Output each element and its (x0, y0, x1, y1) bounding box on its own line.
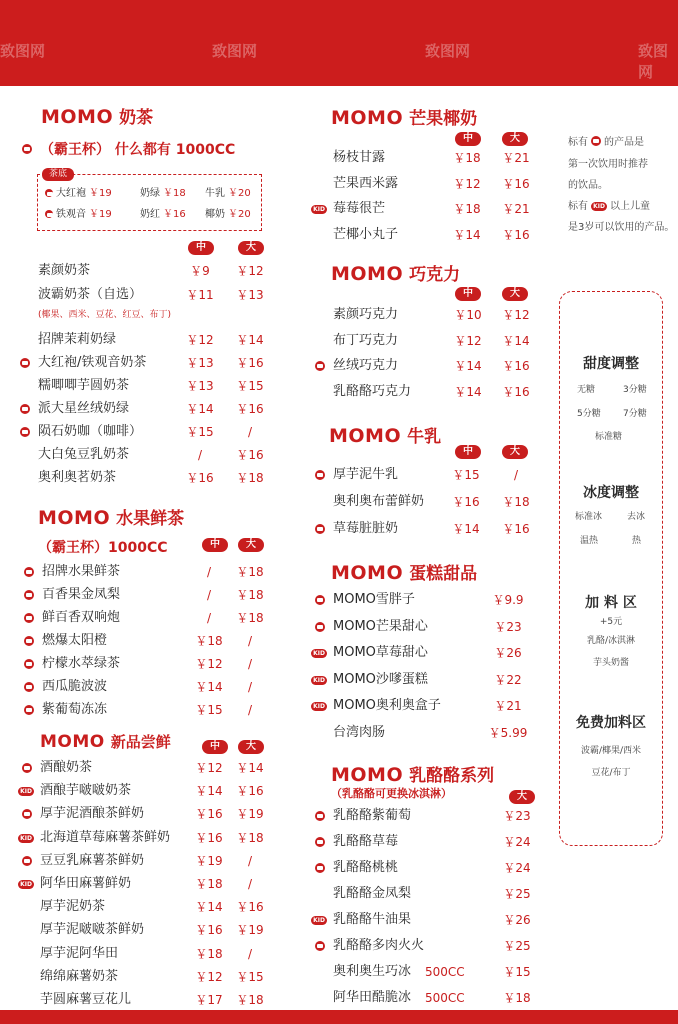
sweet-option: 7分糖 (623, 409, 647, 419)
item-name: 燃爆太阳橙 (42, 633, 108, 648)
item-price-large: / (247, 680, 253, 694)
item-price-medium: ￥12 (453, 176, 481, 191)
sweet-option: 5分糖 (577, 409, 601, 419)
item-price-large: / (247, 853, 253, 868)
item-name: 派大星丝绒奶绿 (38, 401, 130, 416)
tea-base-price: ￥19 (89, 209, 112, 220)
kid-icon: KID (311, 205, 327, 214)
menu-item (0, 961, 678, 983)
ice-option: 标准冰 (575, 512, 603, 522)
item-name: 奥利奥茗奶茶 (38, 470, 117, 485)
item-name: 奥利奥生巧冰 (333, 964, 412, 979)
item-name: 厚芋泥奶茶 (40, 899, 106, 915)
crown-icon (315, 837, 325, 847)
item-price-large: / (247, 657, 253, 671)
item-name: 丝绒巧克力 (333, 358, 399, 373)
item-name: 乳酪酪金凤梨 (333, 886, 412, 901)
item-name: 台湾肉肠 (333, 724, 386, 740)
ice-option: 热 (632, 536, 642, 546)
item-name: 大红袍/铁观音奶茶 (38, 355, 147, 370)
add-on-price: +5元 (599, 617, 623, 627)
customization-panel (559, 291, 663, 846)
crown-icon (20, 427, 30, 437)
item-name: 阿华田麻薯鲜奶 (40, 876, 132, 891)
item-price-large: / (513, 468, 519, 482)
tea-base-price: ￥20 (228, 188, 251, 199)
item-price-large: ￥14 (502, 333, 530, 348)
legend-line-3: 的饮品。 (568, 180, 608, 191)
item-price-large: ￥21 (502, 202, 530, 216)
sweetness-title: 甜度调整 (583, 356, 639, 372)
item-name: MOMO草莓甜心 (333, 645, 428, 660)
item-name: MOMO芒果甜心 (333, 618, 428, 634)
crown-icon (315, 622, 325, 632)
legend-line-1: 标有 的产品是 (568, 137, 644, 148)
item-price-large: / (247, 425, 253, 439)
item-price: ￥15 (503, 965, 531, 979)
section-title-desserts: MOMO 蛋糕甜品 (331, 562, 478, 584)
item-price-large: ￥18 (236, 565, 264, 579)
item-name: 素颜巧克力 (333, 307, 399, 322)
item-price-large: ￥16 (502, 176, 530, 191)
item-volume: 500CC (425, 965, 465, 979)
section-title-cheese: MOMO 乳酪酪系列 (331, 764, 495, 786)
ice-option: 去冰 (627, 512, 646, 522)
watermark: 致图网 (212, 42, 258, 60)
item-name: 酒酿芋啵啵奶茶 (40, 783, 132, 799)
item-price-medium: ￥14 (195, 784, 223, 799)
section-title-chocolate: MOMO 巧克力 (331, 263, 461, 285)
item-name: 招牌茉莉奶绿 (38, 332, 117, 347)
large-size-header: 大 (502, 445, 528, 459)
item-name: 奥利奥布蕾鲜奶 (333, 494, 425, 509)
item-price: ￥21 (494, 699, 522, 713)
item-name: 乳酪酪紫葡萄 (333, 808, 412, 823)
bottom-banner (0, 1010, 678, 1024)
menu-item (0, 935, 678, 957)
item-name: 绵绵麻薯奶茶 (40, 968, 119, 984)
item-price-medium: ￥16 (186, 471, 214, 485)
item-price-medium: ￥15 (195, 703, 223, 717)
tea-base-name: 奶绿 (140, 188, 160, 199)
item-price-large: ￥15 (236, 969, 264, 984)
milk-tea-subtitle: （霸王杯） 什么都有 1000CC (40, 142, 236, 158)
item-name: 柠檬水萃绿茶 (42, 656, 121, 671)
tea-base-name: 奶红 (140, 209, 160, 220)
free-add-item: 波霸/椰果/西米 (580, 746, 642, 756)
item-price-large: ￥16 (236, 784, 264, 799)
item-price-large: / (247, 877, 253, 891)
item-price-medium: ￥14 (452, 522, 480, 536)
item-price-medium: ￥12 (195, 761, 223, 775)
menu-item (0, 987, 678, 1009)
large-size-header: 大 (509, 790, 535, 804)
item-price: ￥24 (503, 861, 531, 875)
item-price-medium: ￥18 (195, 634, 223, 648)
kid-icon: KID (18, 834, 34, 843)
medium-size-header: 中 (455, 287, 481, 301)
item-price-medium: ￥15 (452, 468, 480, 482)
ice-title: 冰度调整 (583, 485, 639, 501)
item-price-medium: ￥13 (186, 379, 214, 393)
item-price: ￥18 (503, 991, 531, 1005)
large-size-header: 大 (502, 287, 528, 301)
item-name: 杨枝甘露 (333, 150, 386, 165)
crown-icon (591, 136, 601, 146)
item-volume: 500CC (425, 991, 465, 1005)
crown-icon (315, 470, 325, 480)
section-title-new: MOMO 新品尝鲜 (40, 732, 171, 752)
item-price-large: ￥18 (236, 588, 264, 602)
item-name: 厚芋泥酒酿茶鲜奶 (40, 806, 145, 822)
item-price-large: ￥13 (236, 288, 264, 302)
item-name: 豆豆乳麻薯茶鲜奶 (40, 852, 145, 868)
item-price-medium: ￥18 (195, 877, 223, 891)
item-name: 乳酪酪巧克力 (333, 383, 412, 399)
item-name: 草莓脏脏奶 (333, 521, 399, 536)
item-price-medium: ￥14 (195, 900, 223, 915)
item-price-large: ￥18 (236, 611, 264, 625)
large-size-header: 大 (502, 132, 528, 146)
kid-icon: KID (18, 880, 34, 889)
tea-base-tag: 茶底 (42, 168, 74, 181)
item-price-large: / (247, 703, 253, 717)
item-price-medium: ￥16 (195, 830, 223, 845)
item-name: MOMO雪胖子 (333, 592, 415, 607)
item-price-large: ￥16 (236, 402, 264, 416)
item-name: 酒酿奶茶 (40, 760, 93, 775)
item-price: ￥22 (494, 672, 522, 687)
tea-base-name: 大红袍 (56, 188, 86, 199)
legend-line-2: 第一次饮用时推荐 (568, 159, 648, 170)
item-price-medium: / (206, 588, 212, 602)
item-name: 鲜百香双响炮 (42, 610, 121, 625)
item-price-large: ￥18 (502, 495, 530, 509)
item-price-large: ￥18 (236, 993, 264, 1007)
item-price-large: ￥15 (236, 379, 264, 393)
medium-size-header: 中 (455, 132, 481, 146)
item-price: ￥24 (503, 835, 531, 849)
top-banner (0, 0, 678, 86)
item-price-medium: ￥18 (195, 946, 223, 961)
section-title-milk: MOMO 牛乳 (329, 425, 442, 447)
item-price-medium: ￥16 (195, 923, 223, 938)
item-name: 布丁巧克力 (333, 332, 399, 348)
add-on-item: 芋头奶酱 (592, 658, 629, 668)
item-name: 西瓜脆波波 (42, 679, 108, 694)
item-price-medium: ￥14 (186, 402, 214, 416)
toppings-note: (椰果、西米、豆花、红豆、布丁) (38, 310, 172, 320)
section-title-fruit-tea: MOMO 水果鲜茶 (38, 507, 185, 529)
crown-icon (315, 863, 325, 873)
cheese-subtitle: （乳酪酪可更换冰淇淋） (331, 787, 452, 800)
item-name: MOMO沙嗲蛋糕 (333, 671, 428, 687)
crown-icon (315, 595, 325, 605)
item-price-large: ￥16 (502, 384, 530, 399)
medium-size-header: 中 (202, 740, 228, 754)
item-price-medium: ￥18 (453, 202, 481, 216)
item-price-large: ￥16 (502, 522, 530, 536)
item-price-medium: ￥16 (452, 495, 480, 509)
item-price: ￥23 (503, 809, 531, 823)
item-name: 乳酪酪桃桃 (333, 860, 399, 875)
item-price-large: ￥21 (502, 151, 530, 165)
ice-option: 温热 (580, 536, 599, 546)
free-add-item: 豆花/布丁 (591, 768, 631, 778)
item-price: ￥25 (503, 887, 531, 901)
item-name: 陨石奶咖（咖啡） (38, 424, 143, 439)
item-price-medium: ￥14 (195, 680, 223, 694)
crown-icon (24, 567, 34, 577)
item-name: 厚芋泥阿华田 (40, 945, 119, 961)
item-price: ￥26 (494, 646, 522, 660)
sweet-option: 3分糖 (623, 385, 647, 395)
item-price-medium: ￥10 (454, 308, 482, 322)
section-title-mango: MOMO 芒果椰奶 (331, 107, 478, 129)
item-name: 波霸奶茶（自选） (38, 287, 143, 302)
crown-icon (22, 763, 32, 773)
item-price: ￥26 (503, 913, 531, 927)
menu-item (0, 857, 678, 879)
watermark: 致图网 (638, 42, 669, 81)
item-price-large: ￥16 (236, 448, 264, 462)
item-name: 招牌水果鲜茶 (42, 564, 121, 579)
legend-line-4: 标有 KID 以上儿童 (568, 201, 650, 212)
free-add-title: 免费加料区 (576, 715, 646, 731)
kid-icon: KID (311, 649, 327, 658)
item-price-large: ￥19 (236, 807, 264, 822)
menu-item (0, 909, 678, 931)
kid-icon: KID (311, 676, 327, 685)
item-price-medium: ￥12 (195, 969, 223, 984)
item-name: 芋圆麻薯豆花儿 (40, 992, 132, 1007)
item-price-large: / (247, 634, 253, 648)
crown-icon (315, 524, 325, 534)
item-price-large: ￥16 (502, 359, 530, 373)
item-name: 阿华田酷脆冰 (333, 990, 412, 1005)
section-title-milk-tea: MOMO 奶茶 (41, 106, 154, 128)
item-name: MOMO奥利奥盒子 (333, 698, 441, 713)
add-on-item: 乳酪/冰淇淋 (586, 636, 636, 646)
item-price-large: ￥12 (236, 264, 264, 278)
add-on-title: 加 料 区 (585, 595, 637, 611)
item-price: ￥9.9 (492, 593, 524, 607)
fruit-tea-subtitle: （霸王杯）1000CC (38, 540, 168, 556)
item-name: 大白兔豆乳奶茶 (38, 447, 130, 462)
sweet-option: 标准糖 (595, 432, 623, 442)
item-price-medium: ￥17 (195, 993, 223, 1007)
item-name: 糯唧唧芋圆奶茶 (38, 378, 130, 393)
item-name: 百香果金凤梨 (42, 587, 121, 602)
item-price-medium: / (206, 565, 212, 579)
item-name: 厚芋泥牛乳 (333, 467, 399, 482)
item-price: ￥23 (494, 619, 522, 634)
menu-item (0, 883, 678, 905)
item-name: 芒椰小丸子 (333, 226, 399, 242)
item-price: ￥25 (503, 939, 531, 953)
item-name: 芒果西米露 (333, 175, 399, 191)
kid-icon: KID (311, 916, 327, 925)
item-price-medium: ￥18 (453, 151, 481, 165)
item-price-medium: ￥12 (195, 657, 223, 671)
item-name: 莓莓很芒 (333, 201, 386, 216)
tea-base-name: 铁观音 (56, 209, 86, 220)
item-name: 乳酪酪草莓 (333, 834, 399, 849)
item-price-large: ￥16 (236, 356, 264, 370)
crown-icon (315, 811, 325, 821)
medium-size-header: 中 (188, 241, 214, 255)
item-price-medium: ￥11 (186, 288, 214, 302)
tea-base-name: 椰奶 (205, 209, 225, 220)
item-name: 紫葡萄冻冻 (42, 702, 108, 717)
watermark: 致图网 (0, 42, 46, 60)
item-price-medium: ￥12 (186, 333, 214, 347)
item-price-large: ￥12 (502, 308, 530, 322)
item-name: 乳酪酪牛油果 (333, 912, 412, 927)
kid-icon: KID (311, 702, 327, 711)
item-name: 乳酪酪多肉火火 (333, 938, 425, 953)
item-price-medium: ￥9 (190, 264, 210, 278)
item-price-large: ￥14 (236, 333, 264, 347)
item-price-medium: ￥12 (454, 333, 482, 348)
large-size-header: 大 (238, 740, 264, 754)
item-name: 素颜奶茶 (38, 263, 91, 278)
item-name: 北海道草莓麻薯茶鲜奶 (40, 829, 171, 845)
tea-base-name: 牛乳 (205, 188, 225, 199)
item-price-medium: ￥19 (195, 853, 223, 868)
tea-base-price: ￥16 (163, 209, 186, 220)
item-price-large: / (247, 946, 253, 961)
item-price-medium: / (197, 448, 203, 462)
item-price-large: ￥16 (236, 900, 264, 915)
item-price-medium: ￥14 (454, 359, 482, 373)
kid-icon: KID (18, 787, 34, 796)
medium-size-header: 中 (202, 538, 228, 552)
item-price-medium: ￥14 (454, 384, 482, 399)
item-name: 厚芋泥啵啵茶鲜奶 (40, 922, 145, 938)
item-price-large: ￥14 (236, 761, 264, 775)
watermark: 致图网 (425, 42, 471, 60)
crown-icon (315, 941, 325, 951)
item-price-large: ￥19 (236, 923, 264, 938)
large-size-header: 大 (238, 241, 264, 255)
large-size-header: 大 (238, 538, 264, 552)
tea-base-price: ￥18 (163, 188, 186, 199)
sweet-option: 无糖 (577, 385, 596, 395)
item-price-medium: ￥15 (186, 425, 214, 439)
kid-icon: KID (591, 202, 607, 211)
crown-icon (315, 361, 325, 371)
item-price-medium: ￥16 (195, 807, 223, 822)
item-price-medium: / (206, 611, 212, 625)
medium-size-header: 中 (455, 445, 481, 459)
crown-icon (20, 404, 30, 414)
item-price-large: ￥16 (502, 227, 530, 242)
tea-base-price: ￥20 (228, 209, 251, 220)
legend-line-5: 是3岁可以饮用的产品。 (568, 222, 675, 233)
item-price-large: ￥18 (236, 471, 264, 485)
item-price-medium: ￥14 (453, 227, 481, 242)
item-price-large: ￥18 (236, 830, 264, 845)
tea-base-price: ￥19 (89, 188, 112, 199)
item-price: ￥5.99 (488, 725, 528, 740)
item-price-medium: ￥13 (186, 356, 214, 370)
